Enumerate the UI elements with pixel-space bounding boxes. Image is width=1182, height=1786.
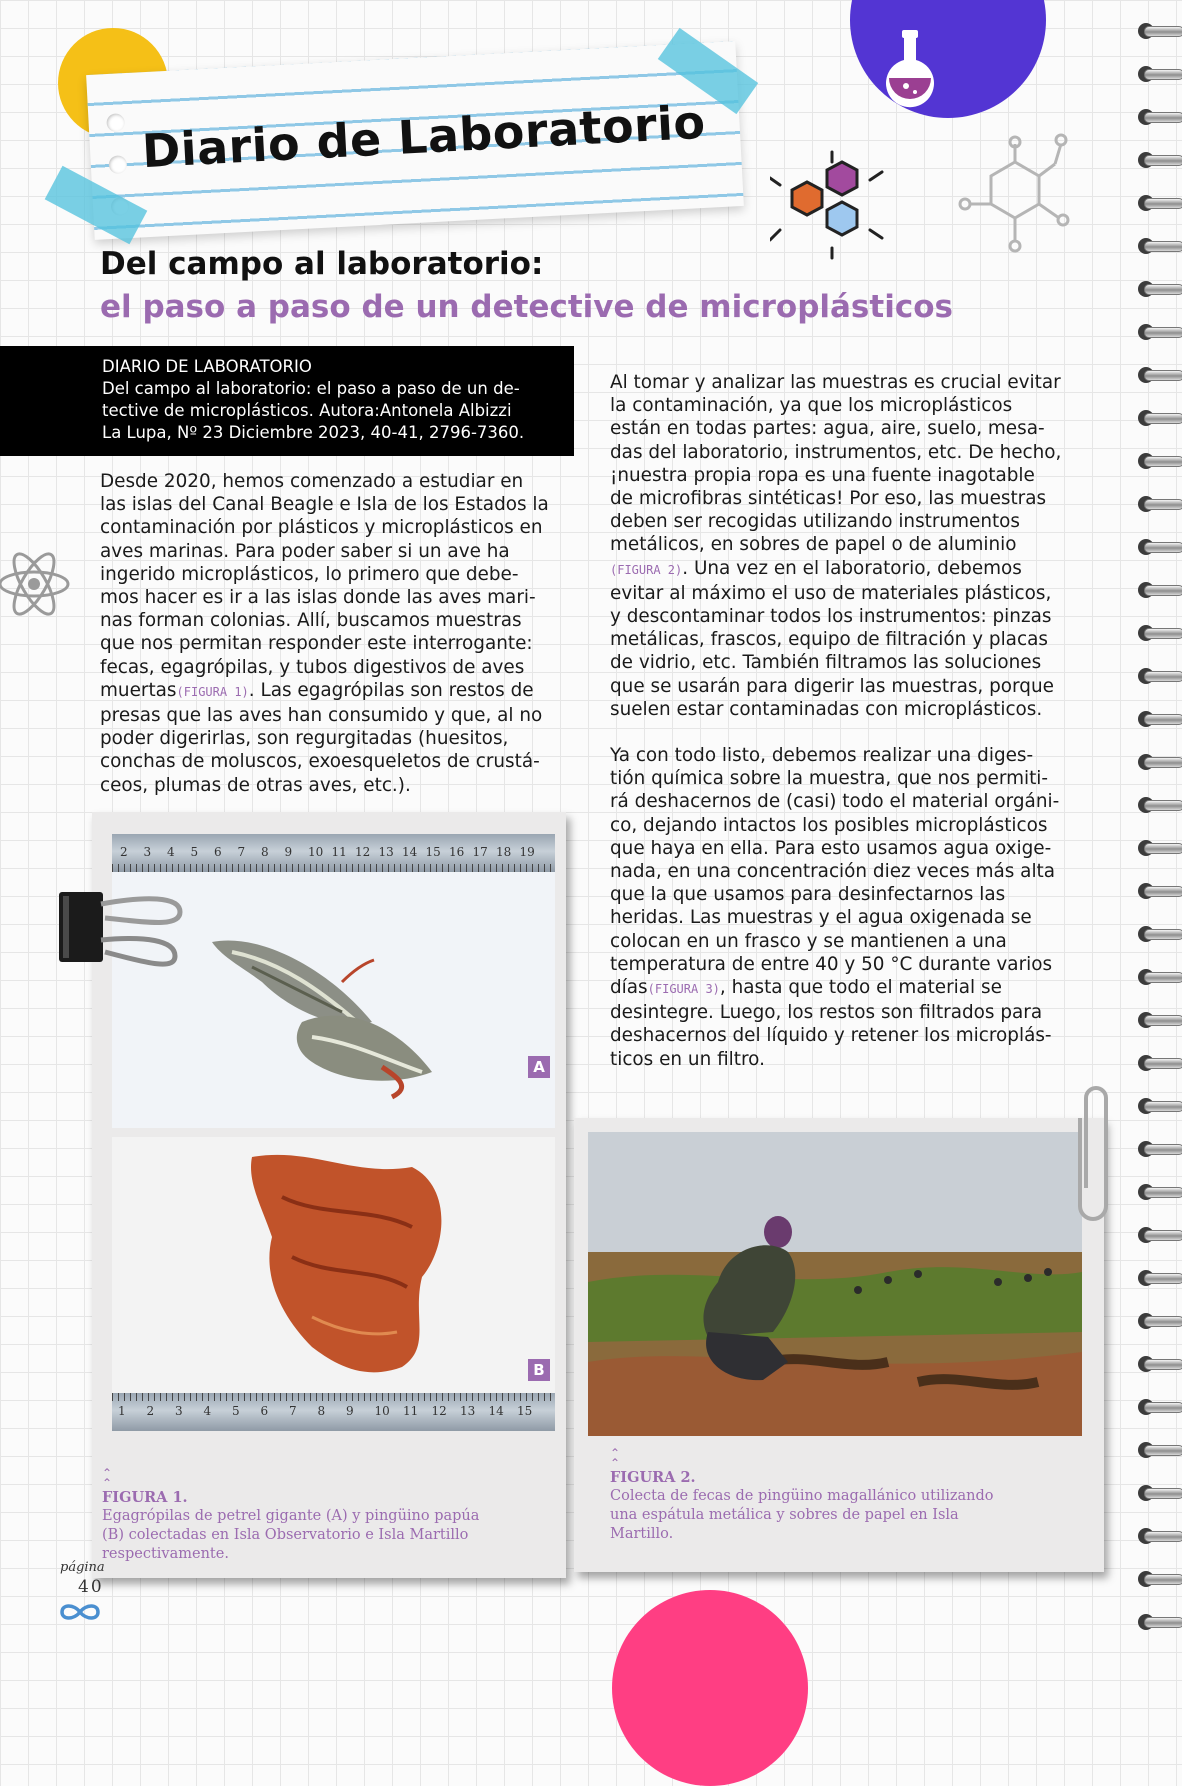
ruler-number: 4 xyxy=(167,845,175,859)
figure-1-reference[interactable]: (FIGURA 1) xyxy=(176,684,249,699)
paperclip-icon xyxy=(1072,1078,1114,1230)
text-line: suelen estar contaminadas con microplásticos. xyxy=(610,698,1043,720)
page-label: página xyxy=(60,1560,105,1575)
chevron-icon: ⌃ ⌃ xyxy=(102,1466,113,1490)
text-line: que haya en ella. Para esto usamos agua oxige- xyxy=(610,837,1052,859)
pellet-b-illustration xyxy=(112,1137,555,1393)
text-line: Desde 2020, hemos comenzado a estudiar en xyxy=(100,471,524,492)
text-line: están en todas partes: agua, aire, suelo, mesa- xyxy=(610,418,1045,440)
spiral-ring xyxy=(1138,1095,1182,1117)
text-fragment: días xyxy=(610,977,648,999)
spiral-ring xyxy=(1138,923,1182,945)
caption-line: una espátula metálica y sobres de papel en Isla xyxy=(610,1507,959,1523)
text-line: heridas. Las muestras y el agua oxigenada se xyxy=(610,907,1032,929)
spiral-ring xyxy=(1138,1482,1182,1504)
spiral-ring xyxy=(1138,1267,1182,1289)
citation-box xyxy=(0,346,574,456)
spiral-ring xyxy=(1138,192,1182,214)
body-column-left xyxy=(100,470,570,797)
text-line: Al tomar y analizar las muestras es crucial evitar xyxy=(610,372,1061,393)
ruler-number: 10 xyxy=(374,1404,390,1418)
ruler-number: 16 xyxy=(449,845,465,859)
text-line: metálicas, frascos, equipo de filtración y placas xyxy=(610,629,1048,651)
molecule-icon xyxy=(955,130,1075,260)
photo-label-a: A xyxy=(528,1056,550,1078)
body-column-right xyxy=(610,371,1090,1071)
text-line: metálicos, en sobres de papel o de aluminio xyxy=(610,534,1017,556)
ruler-number: 12 xyxy=(431,1404,447,1418)
spiral-ring xyxy=(1138,450,1182,472)
spiral-ring xyxy=(1138,1310,1182,1332)
citation-line: Del campo al laboratorio: el paso a paso de un de- xyxy=(102,379,520,398)
text-line: rá deshacernos de (casi) todo el material orgáni- xyxy=(610,791,1060,813)
text-line: evitar al máximo el uso de materiales plásticos, xyxy=(610,582,1052,604)
spiral-ring xyxy=(1138,1181,1182,1203)
atom-icon xyxy=(0,530,76,638)
caption-line: (B) colectadas en Isla Observatorio e Isla Martillo xyxy=(102,1527,469,1543)
text-line: tión química sobre la muestra, que nos permiti- xyxy=(610,768,1049,790)
text-line: de vidrio, etc. También filtramos las soluciones xyxy=(610,652,1042,674)
text-line: y descontaminar todos los instrumentos: pinzas xyxy=(610,606,1052,628)
ruler-number: 13 xyxy=(460,1404,476,1418)
caption-line: Colecta de fecas de pingüino magallánico utilizando xyxy=(610,1488,994,1504)
spiral-ring xyxy=(1138,1568,1182,1590)
spiral-ring xyxy=(1138,751,1182,773)
spiral-ring xyxy=(1138,1611,1182,1633)
ruler-number: 4 xyxy=(203,1404,212,1418)
ruler-number: 18 xyxy=(496,845,512,859)
photo-penguin-pellet xyxy=(112,1137,555,1431)
text-line: que la que usamos para desinfectarnos las xyxy=(610,884,1006,906)
spiral-ring xyxy=(1138,1439,1182,1461)
ruler-number: 17 xyxy=(472,845,488,859)
text-line: deben ser recogidas utilizando instrumentos xyxy=(610,511,1021,533)
ruler-number: 2 xyxy=(120,845,128,859)
ruler-bottom xyxy=(112,1393,555,1431)
ruler-number: 12 xyxy=(355,845,371,859)
caption-line: Martillo. xyxy=(610,1526,674,1542)
text-fragment: . Una vez en el laboratorio, debemos xyxy=(682,557,1022,579)
infinity-icon xyxy=(58,1603,102,1621)
punch-hole xyxy=(108,155,127,174)
text-line: las islas del Canal Beagle e Isla de los Estados la xyxy=(100,494,549,516)
text-line: colocan en un frasco y se mantienen a una xyxy=(610,930,1007,952)
ruler-number: 1 xyxy=(118,1404,126,1418)
ruler-number: 3 xyxy=(143,845,152,859)
text-line: nada, en una concentración diez veces más alta xyxy=(610,861,1056,883)
text-line: ¡nuestra propia ropa es una fuente inagotable xyxy=(610,464,1035,486)
text-line-with-ref xyxy=(100,679,570,704)
decorative-circle-pink xyxy=(612,1590,808,1786)
spiral-ring xyxy=(1138,1052,1182,1074)
ruler-number: 15 xyxy=(425,845,441,859)
text-line: ticos en un filtro. xyxy=(610,1048,765,1070)
spiral-ring xyxy=(1138,880,1182,902)
spiral-ring xyxy=(1138,106,1182,128)
ruler-number: 10 xyxy=(308,845,324,859)
headline-line-2: el paso a paso de un detective de microplásticos xyxy=(100,289,953,325)
ruler-number: 19 xyxy=(519,845,535,859)
text-line: fecas, egagrópilas, y tubos digestivos de aves xyxy=(100,656,525,678)
text-line-with-ref xyxy=(610,557,1090,582)
text-line: ingerido microplásticos, lo primero que debe- xyxy=(100,563,519,585)
banner-note xyxy=(86,41,744,240)
citation-line: La Lupa, Nº 23 Diciembre 2023, 40-41, 2796-7360. xyxy=(102,423,525,442)
ruler-number: 14 xyxy=(488,1404,504,1418)
text-line: poder digerirlas, son regurgitadas (huesitos, xyxy=(100,728,509,750)
spiral-ring xyxy=(1138,1396,1182,1418)
spiral-ring xyxy=(1138,1525,1182,1547)
spiral-ring xyxy=(1138,235,1182,257)
ruler-number: 5 xyxy=(190,845,199,859)
spiral-ring xyxy=(1138,665,1182,687)
text-line: la contaminación, ya que los microplásticos xyxy=(610,395,1013,417)
photo-label-b: B xyxy=(528,1359,550,1381)
text-line: presas que las aves han consumido y que, al no xyxy=(100,705,543,727)
ruler-number: 8 xyxy=(317,1404,326,1418)
caption-line: Egagrópilas de petrel gigante (A) y pingüino papúa xyxy=(102,1508,480,1524)
caption-line: respectivamente. xyxy=(102,1546,229,1562)
text-fragment: . Las egagrópilas son restos de xyxy=(248,679,534,701)
caption-title: FIGURA 1. xyxy=(102,1489,188,1506)
ruler-number: 11 xyxy=(331,845,347,859)
chevron-icon: ⌃ ⌃ xyxy=(610,1446,621,1470)
flask-icon xyxy=(880,28,940,108)
ruler-number: 7 xyxy=(237,845,246,859)
text-line: que se usarán para digerir las muestras, porque xyxy=(610,675,1054,697)
spiral-ring xyxy=(1138,579,1182,601)
figure-3-reference[interactable]: (FIGURA 3) xyxy=(647,982,720,997)
text-line-with-ref xyxy=(610,976,1090,1001)
text-line: ceos, plumas de otras aves, etc.). xyxy=(100,774,411,796)
text-fragment: , hasta que todo el material se xyxy=(719,977,1002,999)
figure-1-caption xyxy=(102,1468,479,1564)
headline-line-1: Del campo al laboratorio: xyxy=(100,246,544,282)
spiral-ring xyxy=(1138,966,1182,988)
spiral-ring xyxy=(1138,837,1182,859)
text-line: Ya con todo listo, debemos realizar una diges- xyxy=(610,745,1034,767)
spiral-ring xyxy=(1138,536,1182,558)
hexagon-cluster-icon xyxy=(770,150,890,260)
spiral-ring xyxy=(1138,622,1182,644)
text-line: de microfibras sintéticas! Por eso, las muestras xyxy=(610,488,1047,510)
ruler-number: 13 xyxy=(378,845,394,859)
spiral-ring xyxy=(1138,493,1182,515)
ruler-number: 2 xyxy=(146,1404,155,1418)
ruler-number: 7 xyxy=(289,1404,297,1418)
text-fragment: muertas xyxy=(100,679,177,701)
figure-2-caption xyxy=(610,1448,994,1544)
field-scene-illustration xyxy=(588,1132,1082,1436)
binder-clip-icon xyxy=(55,878,185,978)
spiral-ring xyxy=(1138,708,1182,730)
ruler-number: 6 xyxy=(214,845,222,859)
ruler-number: 8 xyxy=(261,845,269,859)
spiral-ring xyxy=(1138,321,1182,343)
text-line: das del laboratorio, instrumentos, etc. De hecho, xyxy=(610,441,1062,463)
spiral-ring xyxy=(1138,149,1182,171)
spiral-ring xyxy=(1138,63,1182,85)
ruler-number: 9 xyxy=(346,1404,354,1418)
spiral-ring xyxy=(1138,1353,1182,1375)
text-line: aves marinas. Para poder saber si un ave ha xyxy=(100,540,510,562)
ruler-top xyxy=(112,834,555,872)
spiral-ring xyxy=(1138,794,1182,816)
text-line: temperatura de entre 40 y 50 °C durante varios xyxy=(610,953,1053,975)
citation-line: DIARIO DE LABORATORIO xyxy=(102,357,312,376)
spiral-ring xyxy=(1138,407,1182,429)
ruler-number: 11 xyxy=(403,1404,419,1418)
banner-title: Diario de Laboratorio xyxy=(140,94,707,179)
ruler-number: 15 xyxy=(517,1404,533,1418)
text-line: conchas de moluscos, exoesqueletos de crustá- xyxy=(100,751,540,773)
text-line: desintegre. Luego, los restos son filtrados para xyxy=(610,1002,1043,1024)
spiral-ring xyxy=(1138,1138,1182,1160)
text-line: co, dejando intactos los posibles microplásticos xyxy=(610,814,1048,836)
ruler-number: 14 xyxy=(402,845,418,859)
page-number: 40 xyxy=(78,1577,104,1597)
spiral-ring xyxy=(1138,1009,1182,1031)
ruler-number: 5 xyxy=(232,1404,240,1418)
spiral-ring xyxy=(1138,20,1182,42)
ruler-number: 3 xyxy=(175,1404,183,1418)
text-line: nas forman colonias. Allí, buscamos muestras xyxy=(100,610,522,632)
punch-hole xyxy=(106,113,125,132)
spiral-ring xyxy=(1138,278,1182,300)
ruler-number: 6 xyxy=(260,1404,269,1418)
text-line: contaminación por plásticos y microplásticos en xyxy=(100,517,543,539)
spiral-ring xyxy=(1138,1224,1182,1246)
text-line: mos hacer es ir a las islas donde las aves mari- xyxy=(100,587,536,609)
photo-penguin-colony-sampling xyxy=(588,1132,1082,1436)
citation-line: tective de microplásticos. Autora:Antonela Albizzi xyxy=(102,401,512,420)
caption-title: FIGURA 2. xyxy=(610,1469,696,1486)
figure-2-reference[interactable]: (FIGURA 2) xyxy=(610,562,683,577)
text-line: que nos permitan responder este interrogante: xyxy=(100,633,533,655)
ruler-number: 9 xyxy=(284,845,293,859)
text-line: deshacernos del líquido y retener los microplás- xyxy=(610,1025,1052,1047)
spiral-ring xyxy=(1138,364,1182,386)
